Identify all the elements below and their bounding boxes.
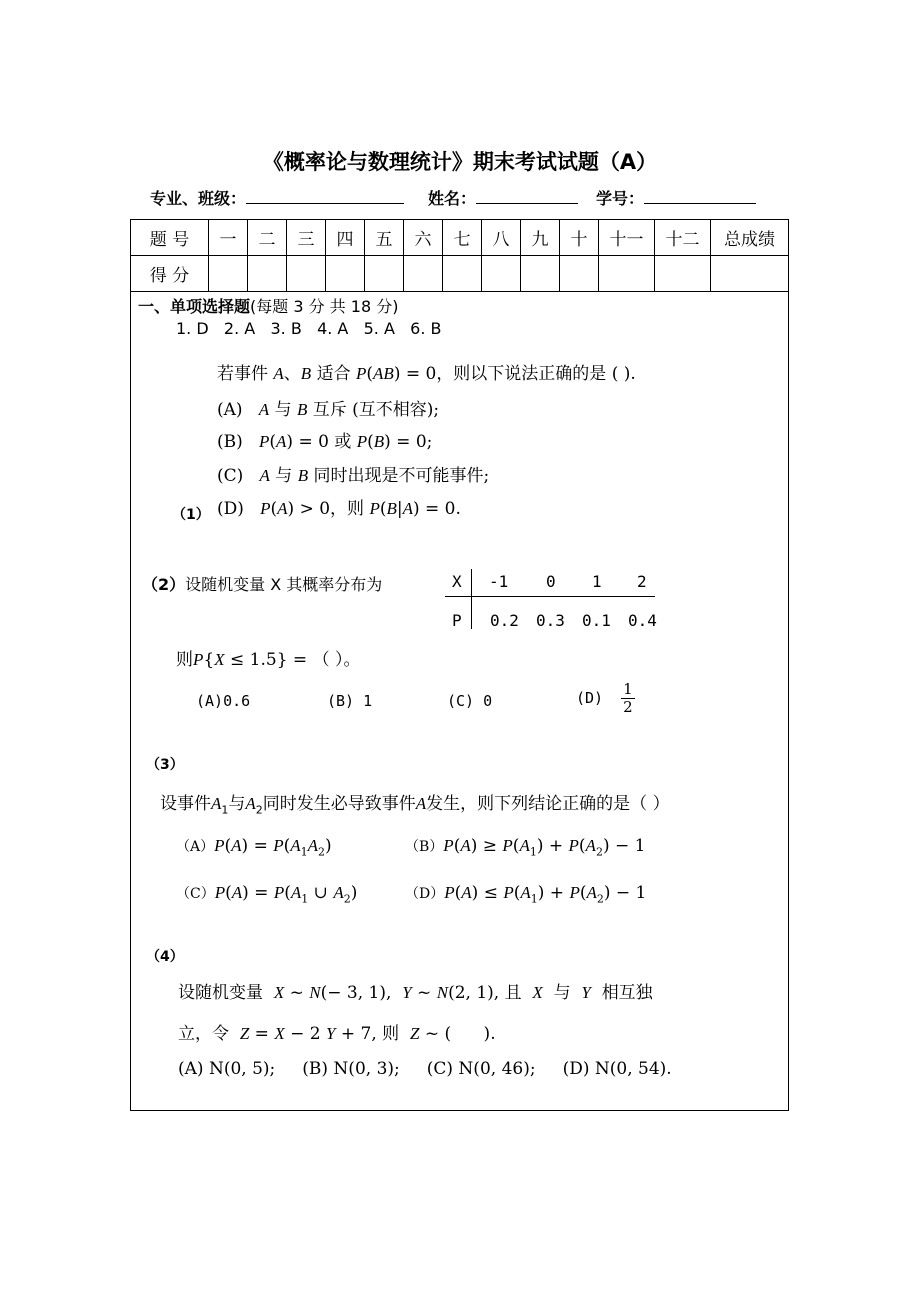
dist-p-label: P (452, 611, 462, 630)
option-text: 与 (274, 400, 292, 420)
q1-option-d: (D) P(A) > 0，则 P(B|A) = 0. (217, 499, 461, 519)
q1-option-a: (A) A 与 B 互斥 (互不相容); (217, 400, 440, 420)
q4-text: 相互独 (601, 983, 653, 1003)
q1-stem-text: 适合 (316, 364, 351, 384)
score-header-cell: 十一 (599, 220, 655, 256)
score-cell[interactable] (248, 256, 287, 292)
score-cell[interactable] (287, 256, 326, 292)
q3-stem-text: 与 (228, 794, 246, 814)
q4-text: 则 (382, 1024, 400, 1044)
score-cell[interactable] (482, 256, 521, 292)
q2-question: 则P{X ≤ 1.5} = （ ）。 (176, 650, 361, 670)
major-class-field (150, 186, 404, 209)
dist-table-vertical-rule (471, 569, 472, 629)
section-heading (138, 294, 398, 317)
student-id-blank (644, 187, 756, 204)
option-label: (C) (217, 466, 244, 486)
option-text: 同时出现是不可能事件; (313, 466, 490, 486)
q2-option-b: (B) 1 (327, 692, 373, 710)
q3-stem-text: 设事件 (160, 794, 211, 814)
fraction-one-half (621, 681, 635, 715)
dist-p-value: 0.2 (490, 611, 519, 630)
score-cell[interactable] (209, 256, 248, 292)
score-header-cell: 七 (443, 220, 482, 256)
q4-text: 且 (504, 983, 522, 1003)
option-label: (D) (217, 499, 244, 519)
dist-x-value: 0 (546, 572, 556, 591)
q4-line2: 立，令 Z = X − 2 Y + 7, 则 Z ~ ( ). (178, 1024, 496, 1044)
option-label: (A) (217, 400, 243, 420)
score-header-cell: 一 (209, 220, 248, 256)
q1-option-b: (B) P(A) = 0 或 P(B) = 0; (217, 432, 433, 452)
score-cell[interactable] (404, 256, 443, 292)
q1-stem-text: 若事件 (217, 364, 268, 384)
option-label: （B） (405, 839, 444, 855)
q3-number: （3） (146, 757, 184, 773)
option-text: 互斥 (互不相容); (312, 400, 440, 420)
score-cell[interactable] (443, 256, 482, 292)
q2-option-d (576, 681, 635, 715)
score-header-cell: 九 (521, 220, 560, 256)
q4-text: 立，令 (178, 1024, 229, 1044)
option-text: 或 (334, 432, 352, 452)
q4-number: （4） (146, 949, 184, 965)
section-heading-bold: 一、单项选择题 (138, 297, 251, 316)
major-class-label: 专业、班级： (150, 189, 247, 208)
score-row-label: 得 分 (131, 256, 209, 292)
fraction-denominator: 2 (623, 697, 633, 716)
q4-text: 设随机变量 (178, 983, 263, 1003)
q3-option-c: $(C)P(A) = P(A_1$ ∪ $A_2$) (176, 883, 358, 906)
option-text: ，则 (330, 499, 365, 519)
name-field (428, 186, 578, 209)
score-cell[interactable] (365, 256, 404, 292)
score-header-cell: 六 (404, 220, 443, 256)
student-id-label: 学号： (596, 189, 645, 208)
q4-line1: 设随机变量 X ~ N(− 3, 1), Y ~ N(2, 1), 且 X 与 Y 相互独 (178, 983, 653, 1003)
score-header-cell: 三 (287, 220, 326, 256)
q1-number: （1） (172, 507, 210, 523)
option-label: (D) (576, 689, 604, 707)
option-text: 与 (275, 466, 293, 486)
name-blank (476, 187, 578, 204)
q1-option-c: (C) A 与 B 同时出现是不可能事件; (217, 466, 490, 486)
dist-p-value: 0.4 (628, 611, 657, 630)
score-cell[interactable] (560, 256, 599, 292)
dist-p-value: 0.1 (582, 611, 611, 630)
q1-stem: 若事件 A、B 适合 P(AB) = 0，则以下说法正确的是 ( ). (217, 364, 636, 384)
option-label: （C） (176, 886, 215, 902)
q1-stem-text: ，则以下说法正确的是 ( ). (436, 364, 636, 384)
option-label: (B) (217, 432, 243, 452)
score-header-cell: 十二 (655, 220, 711, 256)
q3-option-b: $(B)P(A) \ge P(A_1) + P(A_2) - 1$ (405, 836, 646, 859)
q4-text: 与 (553, 983, 571, 1003)
fraction-numerator: 1 (623, 680, 633, 698)
score-header-cell: 十 (560, 220, 599, 256)
q4-options: (A) N(0, 5); (B) N(0, 3); (C) N(0, 46); (D) N(0, 54). (178, 1059, 672, 1079)
exam-title: 《概率论与数理统计》期末考试试题（A） (262, 150, 658, 174)
score-header-cell: 题 号 (131, 220, 209, 256)
q2-question-text: （ ）。 (312, 650, 361, 670)
dist-x-value: 2 (637, 572, 647, 591)
score-header-cell: 总成绩 (711, 220, 789, 256)
q3-option-a: $(A)P(A) = P(A_1A_2)$ (176, 836, 332, 859)
dist-x-value: -1 (489, 572, 509, 591)
score-table-header-row (131, 220, 789, 256)
score-cell[interactable] (655, 256, 711, 292)
dist-x-value: 1 (592, 572, 602, 591)
q2-stem (142, 572, 382, 595)
option-label: （D） (405, 886, 445, 902)
section-heading-rest: (每题 3 分 共 18 分) (250, 297, 399, 316)
score-header-cell: 四 (326, 220, 365, 256)
score-cell[interactable] (521, 256, 560, 292)
q2-option-c: (C) 0 (447, 692, 493, 710)
major-class-blank (246, 187, 404, 204)
score-table (130, 219, 789, 292)
name-label: 姓名： (428, 189, 477, 208)
q3-stem-text: 同时发生必导致事件 (262, 794, 416, 814)
q3-stem-text: 发生，则下列结论正确的是（ ） (426, 794, 670, 814)
dist-x-label: X (452, 572, 462, 591)
q2-option-a: (A)0.6 (196, 692, 251, 710)
student-id-field (596, 186, 756, 209)
score-header-cell: 五 (365, 220, 404, 256)
score-header-cell: 八 (482, 220, 521, 256)
score-cell[interactable] (711, 256, 789, 292)
dist-table-horizontal-rule (445, 596, 655, 597)
score-table-score-row (131, 256, 789, 292)
answer-key: 1. D 2. A 3. B 4. A 5. A 6. B (176, 319, 442, 338)
score-header-cell: 二 (248, 220, 287, 256)
q3-stem: 设事件$A_1$与$A_2$同时发生必导致事件A发生，则下列结论正确的是（ ） (160, 794, 670, 817)
option-label: （A） (176, 839, 215, 855)
score-cell[interactable] (599, 256, 655, 292)
q2-number: （2） (142, 575, 186, 594)
q3-option-d: $(D)P(A) \le P(A_1) + P(A_2) - 1$ (405, 883, 647, 906)
score-cell[interactable] (326, 256, 365, 292)
q2-stem-text: 设随机变量 X 其概率分布为 (185, 575, 383, 594)
q2-question-text: 则 (176, 650, 193, 670)
dist-p-value: 0.3 (536, 611, 565, 630)
